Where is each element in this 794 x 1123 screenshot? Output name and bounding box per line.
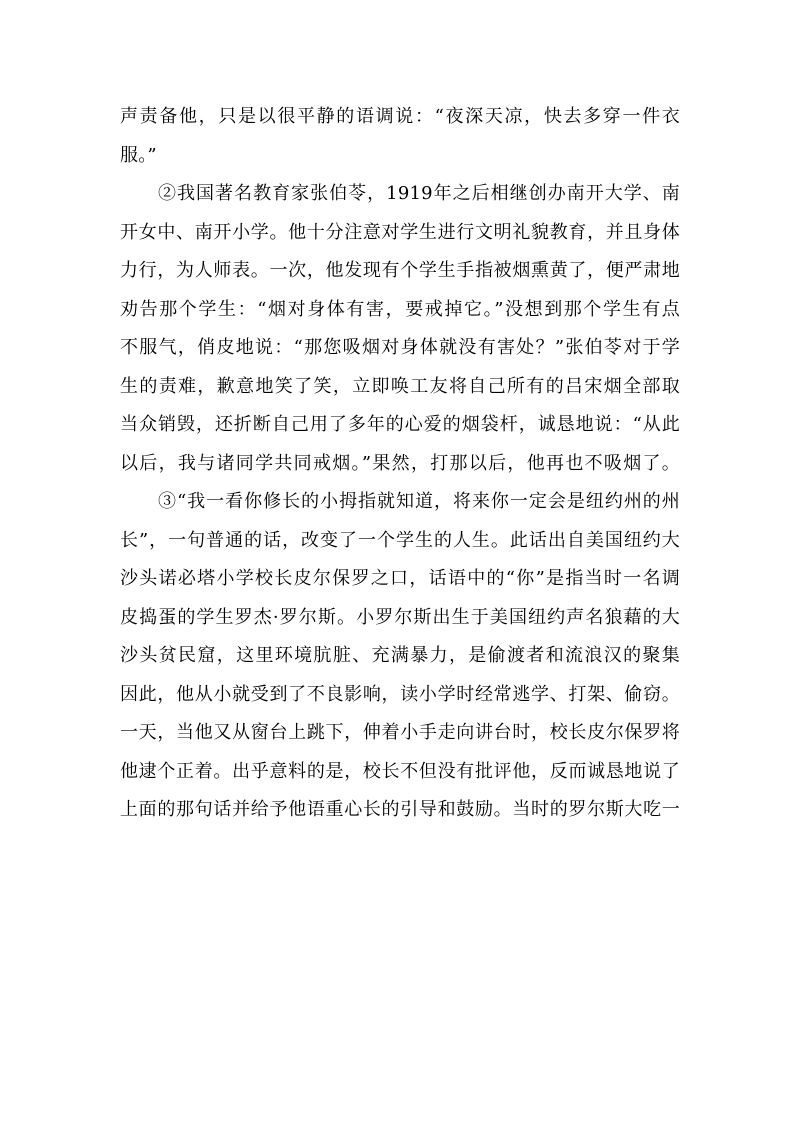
text-line: 一天，当他又从窗台上跳下，伸着小手走向讲台时，校长皮尔保罗将 — [120, 722, 680, 743]
text-line: 长”，一句普通的话，改变了一个学生的人生。此话出自美国纽约大 — [120, 529, 680, 551]
text-line: 服。” — [120, 144, 157, 166]
text-line: ②我国著名教育家张伯苓，1919年之后相继创办南开大学、南 — [158, 183, 680, 204]
article-text — [120, 98, 680, 830]
text-line: 上面的那句话并给予他语重心长的引导和鼓励。当时的罗尔斯大吃一 — [120, 799, 680, 820]
text-line: 不服气，俏皮地说：“那您吸烟对身体就没有害处？”张伯苓对于学 — [120, 337, 680, 358]
text-line: 劝告那个学生：“烟对身体有害，要戒掉它。”没想到那个学生有点 — [120, 298, 680, 320]
text-line: 声责备他，只是以很平静的语调说：“夜深天凉，快去多穿一件衣 — [120, 106, 680, 127]
text-line: 生的责难，歉意地笑了笑，立即唤工友将自己所有的吕宋烟全部取 — [120, 375, 680, 397]
text-line: 以后，我与诸同学共同戒烟。”果然，打那以后，他再也不吸烟了。 — [120, 452, 680, 474]
text-line: 沙头诺必塔小学校长皮尔保罗之口，话语中的“你”是指当时一名调 — [120, 568, 680, 589]
text-line: ③“我一看你修长的小拇指就知道，将来你一定会是纽约州的州 — [158, 491, 680, 512]
text-line: 因此，他从小就受到了不良影响，读小学时经常逃学、打架、偷窃。 — [120, 683, 680, 705]
text-line: 开女中、南开小学。他十分注意对学生进行文明礼貌教育，并且身体 — [120, 221, 680, 243]
text-line: 力行，为人师表。一次，他发现有个学生手指被烟熏黄了，便严肃地 — [120, 260, 680, 281]
text-line: 他逮个正着。出乎意料的是，校长不但没有批评他，反而诚恳地说了 — [120, 760, 680, 782]
text-line: 沙头贫民窟，这里环境肮脏、充满暴力，是偷渡者和流浪汉的聚集 — [120, 645, 680, 666]
text-line: 皮捣蛋的学生罗杰·罗尔斯。小罗尔斯出生于美国纽约声名狼藉的大 — [120, 606, 680, 628]
text-line: 当众销毁，还折断自己用了多年的心爱的烟袋杆，诚恳地说：“从此 — [120, 414, 680, 435]
